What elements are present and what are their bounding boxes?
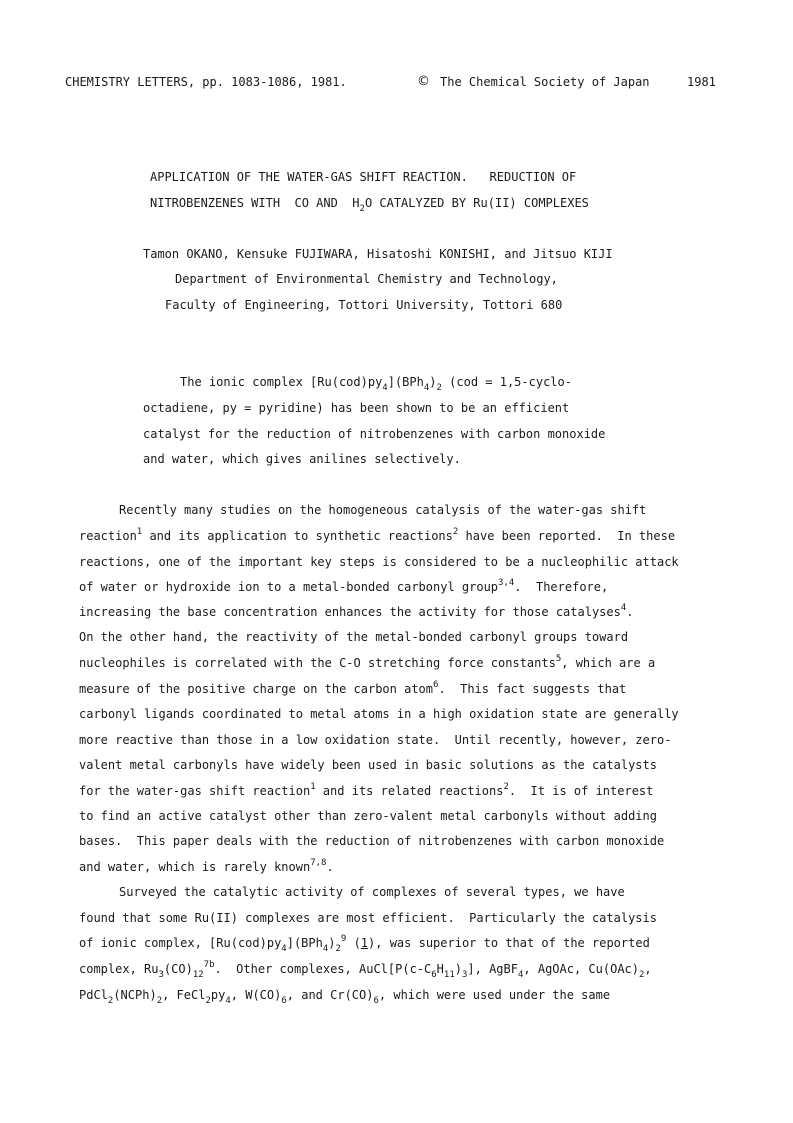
abstract-line: catalyst for the reduction of nitrobenzenes with carbon monoxide: [143, 427, 606, 441]
affiliation-faculty: Faculty of Engineering, Tottori University, Tottori 680: [165, 298, 563, 312]
paper-title-line-1: APPLICATION OF THE WATER-GAS SHIFT REACTION. REDUCTION OF: [150, 170, 577, 184]
body-text-line: and water, which is rarely known$^{7,8}$.: [79, 858, 334, 874]
body-text-line: measure of the positive charge on the carbon atom$^6$. This fact suggests that: [79, 680, 627, 696]
affiliation-department: Department of Environmental Chemistry and Technology,: [175, 272, 558, 286]
abstract-line: octadiene, py = pyridine) has been shown to be an efficient: [143, 401, 570, 415]
body-text-line: $PdCl_2(NCPh)_2$, $FeCl_2py_4$, $W(CO)_6$, and $Cr(CO)_6$, which were used under the same: [79, 988, 611, 1006]
copyright-symbol: ©: [417, 74, 430, 89]
compound-reference: 1: [360, 936, 369, 950]
body-text-line: valent metal carbonyls have widely been used in basic solutions as the catalysts: [79, 758, 657, 772]
body-text-line: reactions, one of the important key steps is considered to be a nucleophilic attack: [79, 555, 679, 569]
body-text-line: carbonyl ligands coordinated to metal atoms in a high oxidation state are generally: [79, 707, 679, 721]
paper-title-line-2: NITROBENZENES WITH CO AND $H_2O$ CATALYZED BY Ru(II) COMPLEXES: [150, 196, 589, 214]
abstract-line: The ionic complex $[Ru(cod)py_4](BPh_4)_2$ (cod = 1,5-cyclo-: [180, 375, 572, 393]
body-text-line: On the other hand, the reactivity of the metal-bonded carbonyl groups toward: [79, 630, 629, 644]
body-text-line: reaction$^1$ and its application to synthetic reactions$^2$ have been reported. In these: [79, 527, 676, 543]
body-text-line: nucleophiles is correlated with the C-O stretching force constants$^5$, which are a: [79, 654, 656, 670]
body-text-line: found that some Ru(II) complexes are most efficient. Particularly the catalysis: [79, 911, 657, 925]
body-text-line: for the water-gas shift reaction$^1$ and its related reactions$^2$. It is of interest: [79, 782, 654, 798]
body-text-line: Recently many studies on the homogeneous catalysis of the water-gas shift: [119, 503, 647, 517]
publication-year: 1981: [687, 75, 716, 89]
journal-citation: CHEMISTRY LETTERS, pp. 1083-1086, 1981.: [65, 75, 347, 89]
body-text-line: of water or hydroxide ion to a metal-bonded carbonyl group$^{3,4}$. Therefore,: [79, 578, 609, 594]
abstract-line: and water, which gives anilines selectively.: [143, 452, 461, 466]
body-text-line: more reactive than those in a low oxidation state. Until recently, however, zero-: [79, 733, 672, 747]
body-text-line: of ionic complex, $[Ru(cod)py_4](BPh_4)_2^9$ (1), was superior to that of the reported: [79, 934, 650, 954]
body-text-line: Surveyed the catalytic activity of complexes of several types, we have: [119, 885, 625, 899]
author-list: Tamon OKANO, Kensuke FUJIWARA, Hisatoshi KONISHI, and Jitsuo KIJI: [143, 247, 613, 261]
body-text-line: complex, $Ru_3(CO)_{12}^{7b}$. Other complexes, $AuCl[P(c-C_6H_{11})_3]$, AgBF$_4$, AgOAc, $Cu(OAc)_2$,: [79, 960, 652, 980]
body-text-line: increasing the base concentration enhances the activity for those catalyses$^4$.: [79, 603, 634, 619]
body-text-line: to find an active catalyst other than zero-valent metal carbonyls without adding: [79, 809, 657, 823]
body-text-line: bases. This paper deals with the reduction of nitrobenzenes with carbon monoxide: [79, 834, 665, 848]
publisher-name: The Chemical Society of Japan: [440, 75, 650, 89]
